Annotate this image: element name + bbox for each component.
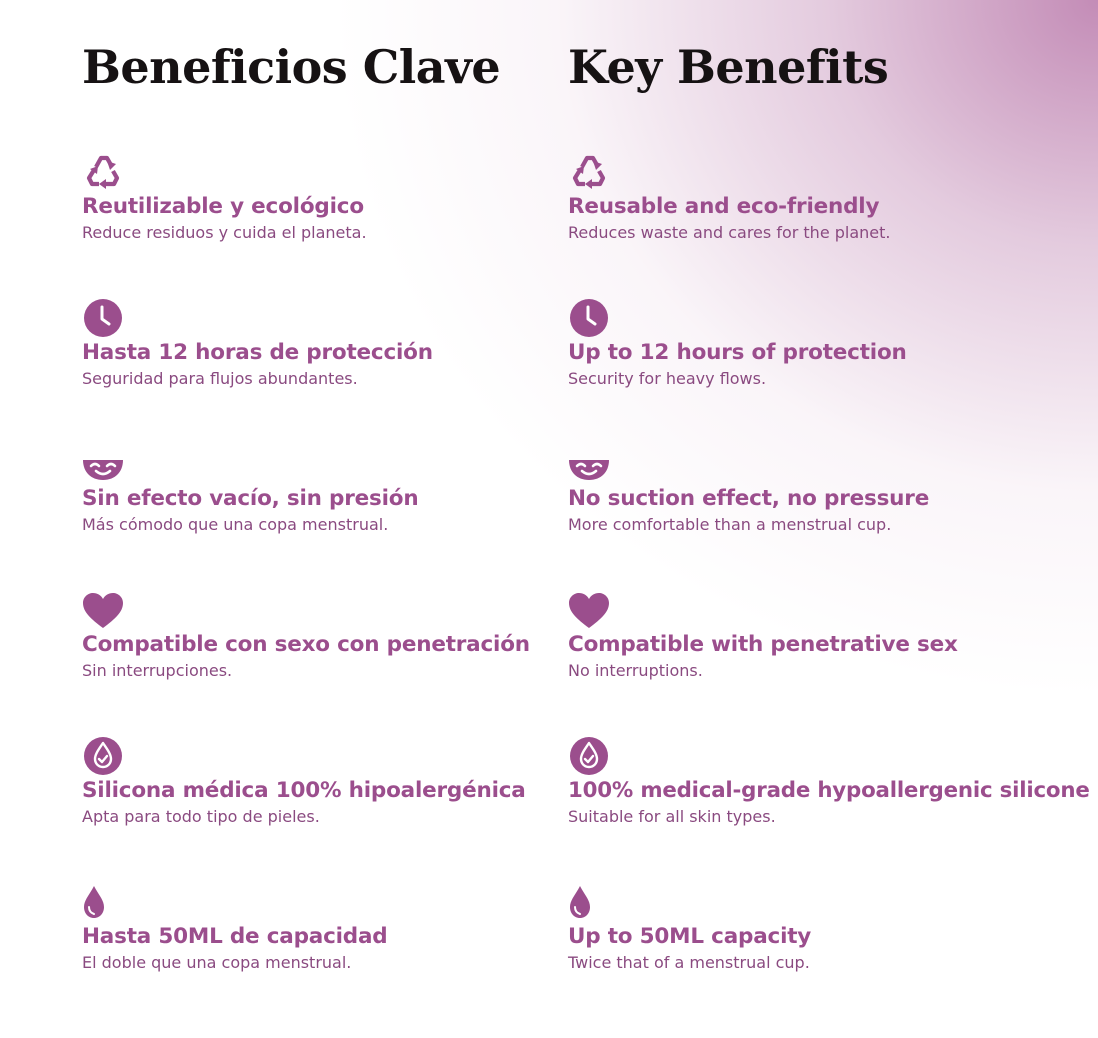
- drop-check-icon: [82, 732, 126, 776]
- benefit-title: Silicona médica 100% hipoalergénica: [82, 778, 526, 803]
- column-heading: Key Benefits: [568, 40, 889, 94]
- benefit-title: 100% medical-grade hypoallergenic silicone: [568, 778, 1090, 803]
- benefit-title: Hasta 12 horas de protección: [82, 340, 433, 365]
- benefit-title: Compatible with penetrative sex: [568, 632, 958, 657]
- drop-check-icon: [568, 732, 612, 776]
- benefit-description: No interruptions.: [568, 661, 703, 680]
- benefit-title: Reutilizable y ecológico: [82, 194, 364, 219]
- recycle-icon: [82, 148, 126, 192]
- benefit-description: Suitable for all skin types.: [568, 807, 776, 826]
- benefit-description: More comfortable than a menstrual cup.: [568, 515, 892, 534]
- benefit-description: El doble que una copa menstrual.: [82, 953, 352, 972]
- benefit-description: Más cómodo que una copa menstrual.: [82, 515, 389, 534]
- smile-icon: [568, 440, 612, 484]
- recycle-icon: [568, 148, 612, 192]
- clock-icon: [82, 294, 126, 338]
- benefit-title: Up to 50ML capacity: [568, 924, 812, 949]
- benefit-title: Up to 12 hours of protection: [568, 340, 907, 365]
- column-heading: Beneficios Clave: [82, 40, 501, 94]
- benefit-title: Compatible con sexo con penetración: [82, 632, 530, 657]
- benefit-title: Hasta 50ML de capacidad: [82, 924, 388, 949]
- benefit-title: Sin efecto vacío, sin presión: [82, 486, 419, 511]
- benefit-description: Seguridad para flujos abundantes.: [82, 369, 358, 388]
- drop-icon: [568, 878, 612, 922]
- clock-icon: [568, 294, 612, 338]
- smile-icon: [82, 440, 126, 484]
- benefit-description: Sin interrupciones.: [82, 661, 233, 680]
- benefit-title: Reusable and eco-friendly: [568, 194, 880, 219]
- heart-icon: [82, 586, 126, 630]
- benefit-description: Security for heavy flows.: [568, 369, 767, 388]
- heart-icon: [568, 586, 612, 630]
- benefit-description: Reduces waste and cares for the planet.: [568, 223, 891, 242]
- benefit-title: No suction effect, no pressure: [568, 486, 930, 511]
- benefit-description: Reduce residuos y cuida el planeta.: [82, 223, 367, 242]
- benefit-description: Apta para todo tipo de pieles.: [82, 807, 320, 826]
- drop-icon: [82, 878, 126, 922]
- benefit-description: Twice that of a menstrual cup.: [568, 953, 810, 972]
